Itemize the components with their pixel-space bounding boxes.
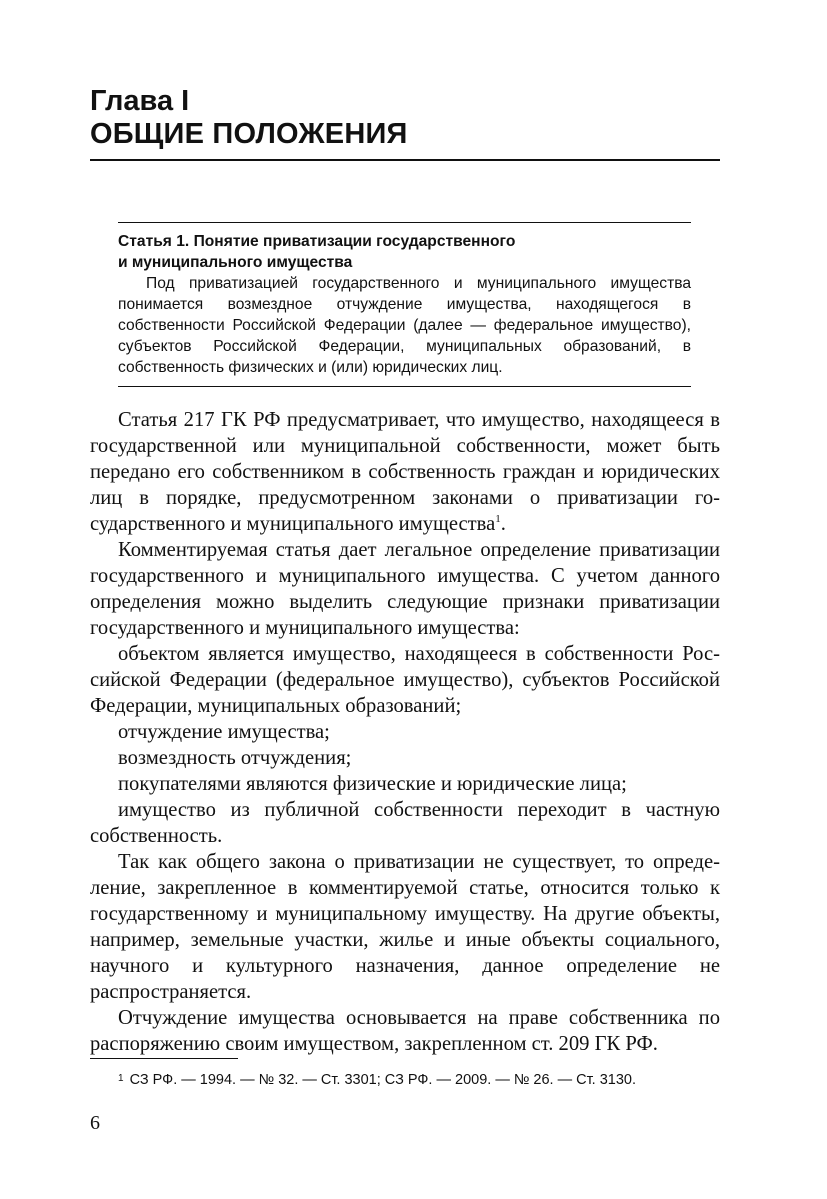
commentary-body <box>90 407 720 1057</box>
commentary-paragraph-1-end: . <box>500 513 506 535</box>
commentary-paragraph-1-text: Статья 217 ГК РФ предусматривает, что имущество, находящееся в государственной или муниципальной собственности, может быть передано его собственником в собственность граждан и юридических лиц в порядке, предусмотренном законами о приватизации государственного и муниципального имущества <box>90 409 720 535</box>
article-box <box>118 222 691 387</box>
commentary-paragraph-1 <box>90 407 720 537</box>
footnote <box>118 1071 728 1089</box>
commentary-paragraph-9: Отчуждение имущества основывается на праве собственника по распоряжению своим имуществом, закрепленном ст. 209 ГК РФ. <box>90 1007 720 1055</box>
chapter-title: ОБЩИЕ ПОЛОЖЕНИЯ <box>90 118 408 150</box>
article-text: Под приватизацией государственного и муниципального имущества понимается возмездное отчуждение имущества, находящегося в собственности Российской Федерации (далее — федеральное имущество), субъектов Российской Федерации, муниципальных образований, в собственность физических и (или) юридических лиц. <box>118 275 691 376</box>
commentary-paragraph-8: Так как общего закона о приватизации не существует, то определение, закрепленное в комментируемой статье, относится только к государственному и муниципальному имуществу. На другие объекты, например, земельные участки, жилье и иные объекты социального, научного и культурного назначения, данное определение не распространяется. <box>90 851 720 1003</box>
list-item-compensation: возмездность отчуждения; <box>118 747 352 769</box>
article-heading-line-1: Статья 1. Понятие приватизации государственного <box>118 233 516 250</box>
footnote-reference: 1 <box>495 513 501 526</box>
footnote-mark: 1 <box>118 1073 124 1084</box>
footnote-text: СЗ РФ. — 1994. — № 32. — Ст. 3301; СЗ РФ. — 2009. — № 26. — Ст. 3130. <box>129 1072 636 1088</box>
commentary-paragraph-2: Комментируемая статья дает легальное определение приватизации государственного и муниципального имущества. С учетом данного определения можно выделить следующие признаки приватизации государственного и муниципального имущества: <box>90 539 720 639</box>
list-item-alienation: отчуждение имущества; <box>118 721 330 743</box>
list-item-buyers: покупателями являются физические и юридические лица; <box>118 773 627 795</box>
article-heading-line-2: и муниципального имущества <box>118 254 353 271</box>
article-heading <box>118 231 691 273</box>
list-item-transfer: имущество из публичной собственности переходит в частную собственность. <box>90 799 720 847</box>
page-number: 6 <box>90 1112 100 1134</box>
chapter-divider <box>90 159 720 161</box>
footnote-divider <box>90 1058 238 1059</box>
list-item-object: объектом является имущество, находящееся в собственности Российской Федерации (федеральное имущество), субъектов Российской Федерации, муниципальных образований; <box>90 643 720 717</box>
chapter-label: Глава I <box>90 85 190 117</box>
